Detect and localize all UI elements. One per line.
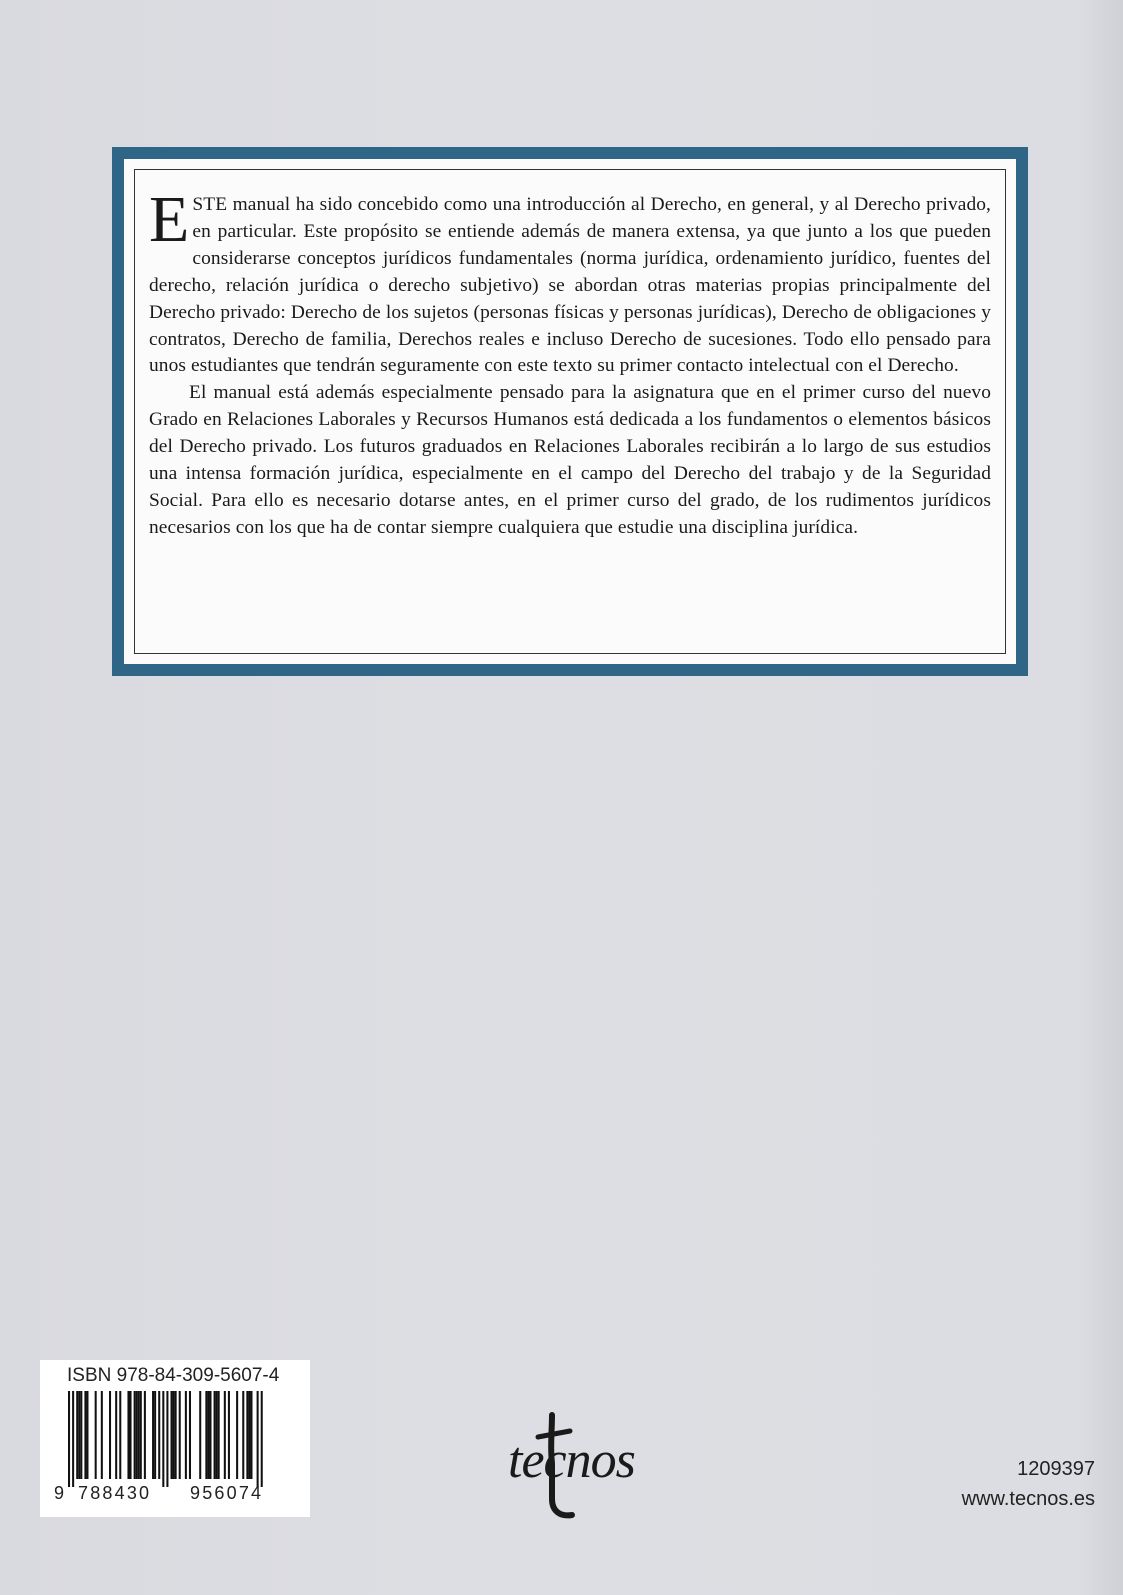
barcode-bars [54,1391,298,1487]
publisher-website: www.tecnos.es [961,1488,1095,1510]
barcode-digits-left: 788430 [78,1483,152,1503]
publisher-logo [500,1407,640,1527]
blurb-paragraph-1 [149,183,991,380]
blurb-paragraph-2: El manual está además especialmente pensado para la asignatura que en el primer curso del nuevo Grado en Relaciones Laborales y Recursos Humanos está dedicada a los fundamentos o elementos básicos del Derecho privado. Los futuros graduados en Relaciones Laborales recibirán a lo largo de sus estudios una intensa formación jurídica, especialmente en el campo del Derecho del trabajo y de la Seguridad Social. Para ello es necesario dotarse antes, en el primer curso del grado, de los rudimentos jurídicos necesarios con los que ha de contar siempre cualquiera que estudie una disciplina jurídica. [149,382,991,538]
logo-wordmark: tecnos [508,1432,635,1489]
drop-cap: E [149,183,190,256]
barcode-digits-right: 956074 [190,1483,264,1503]
blurb-frame [112,147,1028,676]
blurb-border [134,169,1006,654]
barcode-panel [40,1360,310,1517]
barcode-digit-prefix: 9 [54,1483,65,1503]
blurb-paragraph-1-text: STE manual ha sido concebido como una introducción al Derecho, en general, y al Derecho privado, en particular. Este propósito se entiende además de manera extensa, ya que junto a los que pueden considerarse conceptos jurídicos fundamentales (norma jurídica, ordenamiento jurídico, fuentes del derecho, relación jurídica o derecho subjetivo) se abordan otras materias propias principalmente del Derecho privado: Derecho de los sujetos (personas físicas y personas jurídicas), Derecho de obligaciones y contratos, Derecho de familia, Derechos reales e incluso Derecho de sucesiones. Todo ello pensado para unos estudiantes que tendrán seguramente con este texto su primer contacto intelectual con el Derecho. [149,194,991,377]
product-code: 1209397 [1017,1458,1095,1480]
blurb-panel [124,159,1016,664]
blurb-text [149,183,991,542]
isbn-label: ISBN 978-84-309-5607-4 [67,1365,280,1386]
